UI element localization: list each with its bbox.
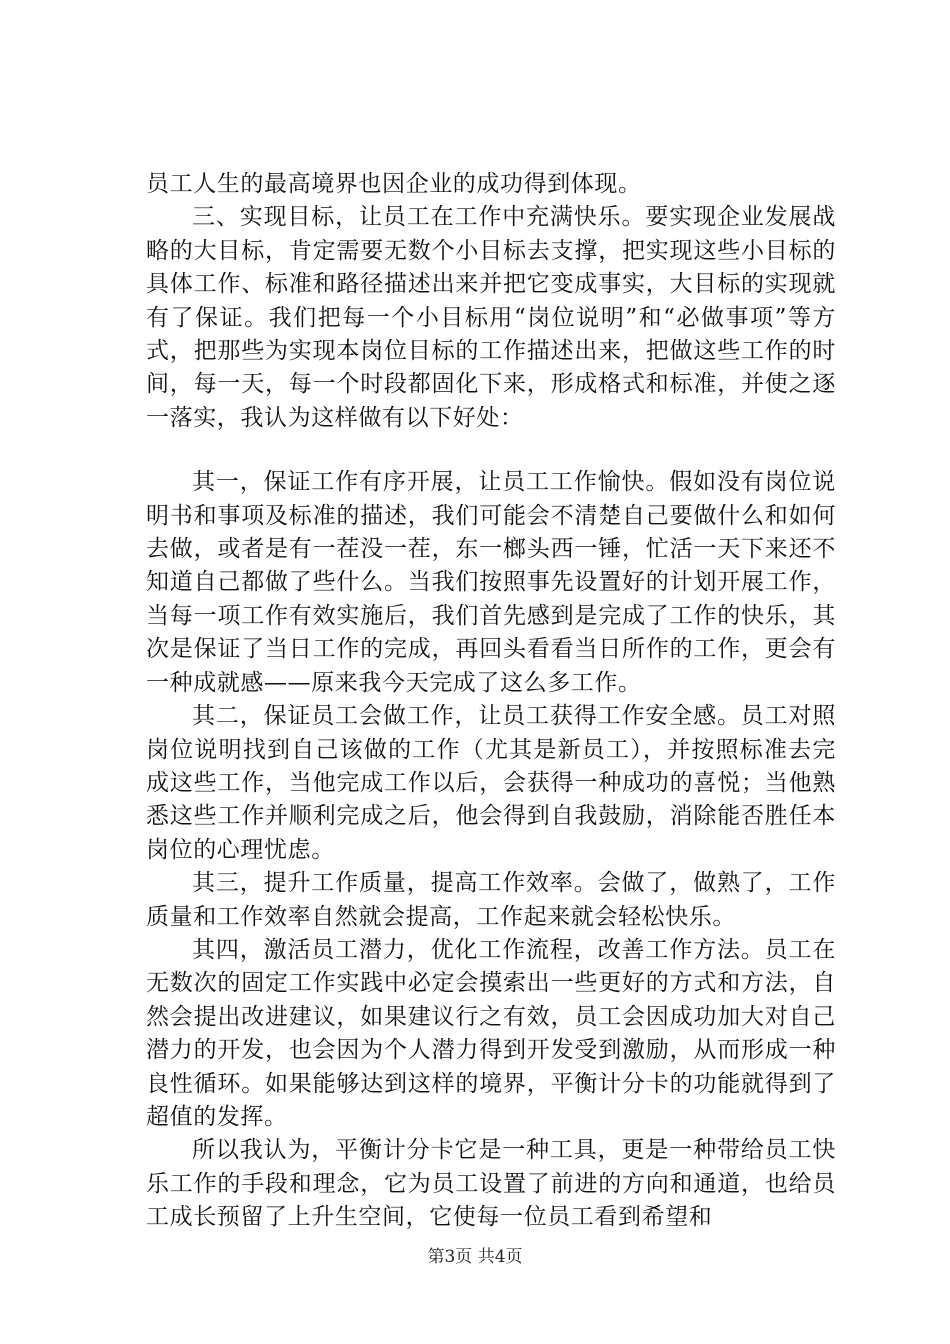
page-number-footer: 第3页 共4页 xyxy=(427,1247,523,1267)
paragraph-point-three: 其三，提升工作质量，提高工作效率。会做了，做熟了，工作质量和工作效率自然就会提高，工作起来就会轻松快乐。 xyxy=(146,870,836,930)
paragraph-point-one: 其一，保证工作有序开展，让员工工作愉快。假如没有岗位说明书和事项及标准的描述，我们可能会不清楚自己要做什么和如何去做，或者是有一茬没一茬，东一榔头西一锤，忙活一天下来还不知道自己都做了些什么。当我们按照事先设置好的计划开展工作，当每一项工作有效实施后，我们首先感到是完成了工作的快乐，其次是保证了当日工作的完成，再回头看看当日所作的工作，更会有一种成就感——原来我今天完成了这么多工作。 xyxy=(146,469,836,696)
paragraph-continuation: 员工人生的最高境界也因企业的成功得到体现。 xyxy=(146,171,642,197)
paragraph-point-four: 其四，激活员工潜力，优化工作流程，改善工作方法。员工在无数次的固定工作实践中必定会摸索出一些更好的方式和方法，自然会提出改进建议，如果建议行之有效，员工会因成功加大对自己潜力的开发，也会因为个人潜力得到开发受到激励，从而形成一种良性循环。如果能够达到这样的境界，平衡计分卡的功能就得到了超值的发挥。 xyxy=(146,936,836,1130)
paragraph-point-two: 其二，保证员工会做工作，让员工获得工作安全感。员工对照岗位说明找到自己该做的工作（尤其是新员工），并按照标准去完成这些工作，当他完成工作以后，会获得一种成功的喜悦；当他熟悉这些工作并顺利完成之后，他会得到自我鼓励，消除能否胜任本岗位的心理忧虑。 xyxy=(146,703,836,863)
document-body xyxy=(146,168,836,1235)
paragraph-conclusion: 所以我认为，平衡计分卡它是一种工具，更是一种带给员工快乐工作的手段和理念，它为员工设置了前进的方向和通道，也给员工成长预留了上升生空间，它使每一位员工看到希望和 xyxy=(146,1137,836,1231)
paragraph-section-three: 三、实现目标，让员工在工作中充满快乐。要实现企业发展战略的大目标，肯定需要无数个小目标去支撑，把实现这些小目标的具体工作、标准和路径描述出来并把它变成事实，大目标的实现就有了保证。我们把每一个小目标用“岗位说明”和“必做事项”等方式，把那些为实现本岗位目标的工作描述出来，把做这些工作的时间，每一天，每一个时段都固化下来，形成格式和标准，并使之逐一落实，我认为这样做有以下好处： xyxy=(146,204,836,431)
